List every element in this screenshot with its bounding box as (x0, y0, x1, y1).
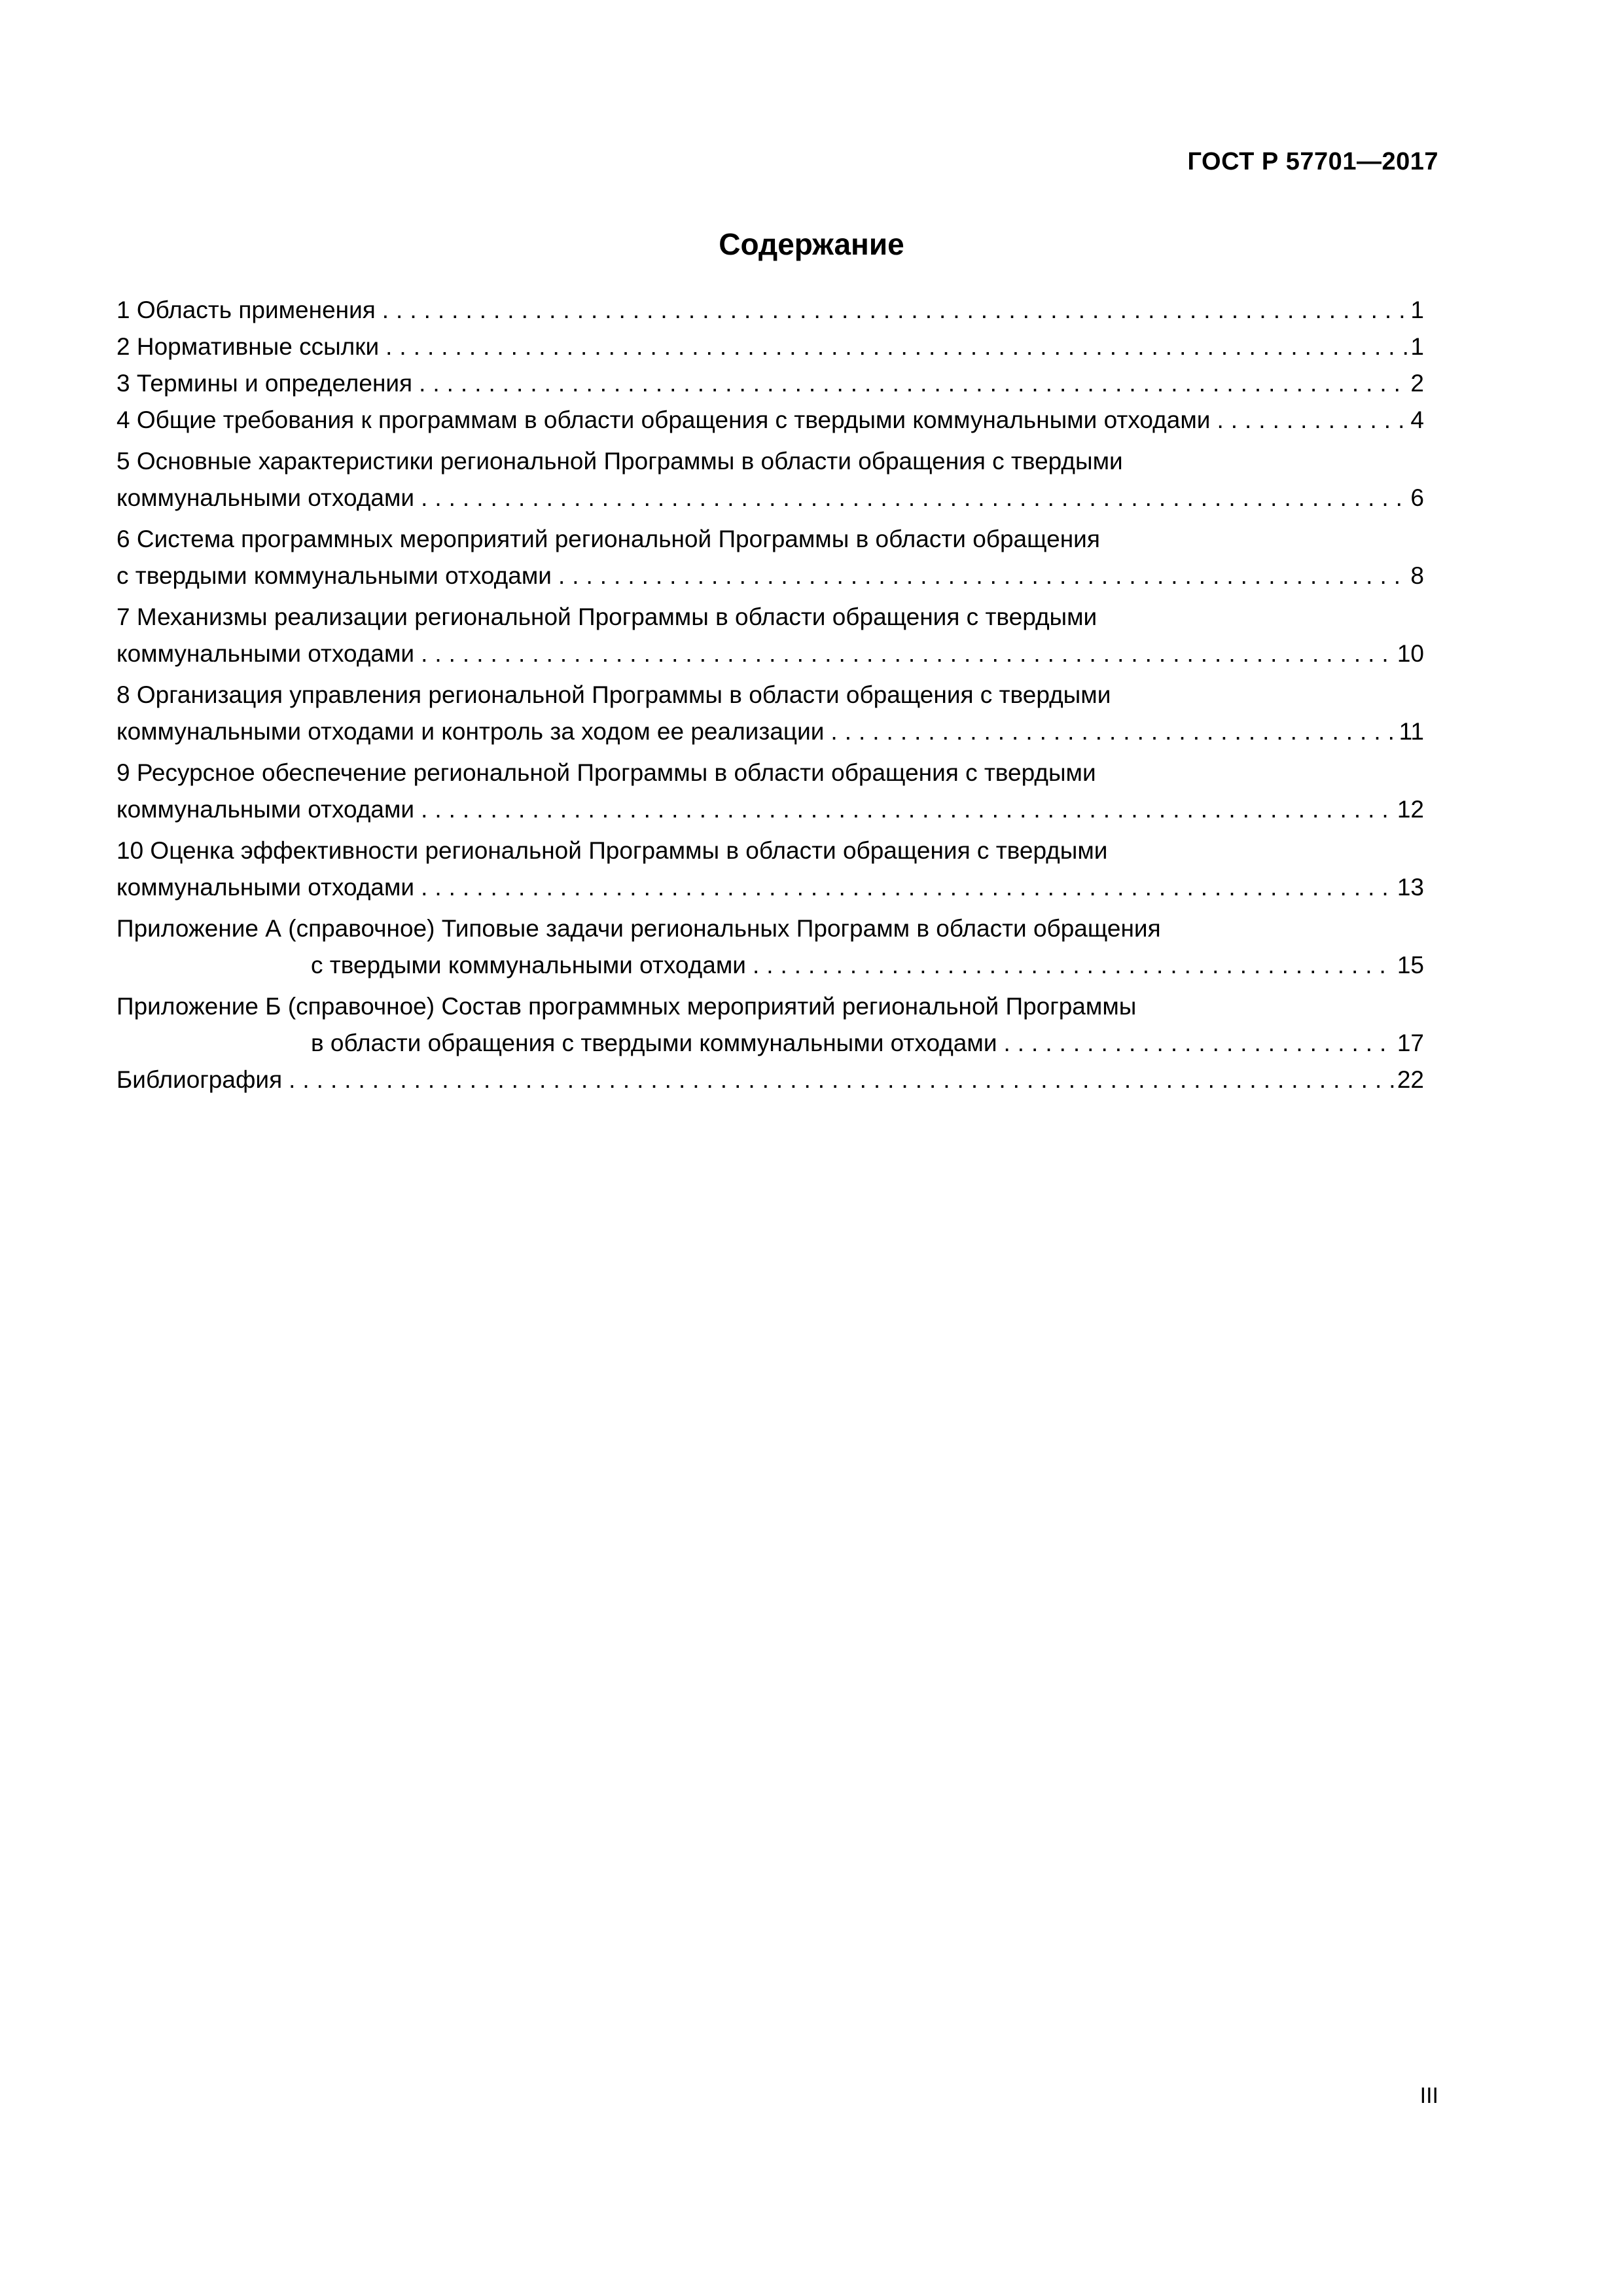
toc-page-number: 2 (1410, 370, 1424, 397)
toc-page-number: 1 (1410, 333, 1424, 360)
toc-entry-title: 2 Нормативные ссылки (116, 333, 380, 360)
toc-entry-2[interactable] (116, 329, 1424, 365)
toc-entry-appendix-b[interactable] (116, 988, 1424, 1062)
dot-leader (753, 947, 1395, 984)
dot-leader (1217, 402, 1408, 439)
toc-entry-bibliography[interactable] (116, 1062, 1424, 1098)
dot-leader (421, 636, 1395, 672)
toc-page-number: 15 (1397, 952, 1424, 978)
toc-page-number: 1 (1410, 296, 1424, 323)
toc-entry-title: 9 Ресурсное обеспечение региональной Программы в области обращения с твердыми (116, 759, 1096, 786)
toc-entry-title: Приложение Б (справочное) Состав программных мероприятий региональной Программы (116, 993, 1137, 1020)
toc-page-number: 10 (1397, 640, 1424, 667)
toc-entry-9[interactable] (116, 755, 1424, 828)
dot-leader (421, 869, 1395, 906)
dot-leader (419, 365, 1408, 402)
toc-entry-title: 7 Механизмы реализации региональной Программы в области обращения с твердыми (116, 603, 1097, 630)
toc-entry-title: 3 Термины и определения (116, 370, 413, 397)
toc-page-number: 4 (1410, 406, 1424, 433)
toc-entry-title-continuation: коммунальными отходами (116, 874, 415, 901)
toc-entry-title: Приложение А (справочное) Типовые задачи региональных Программ в области обращения (116, 915, 1161, 942)
toc-entry-5[interactable] (116, 443, 1424, 516)
toc-entry-4[interactable] (116, 402, 1424, 439)
toc-entry-6[interactable] (116, 521, 1424, 594)
dot-leader (289, 1062, 1395, 1098)
dot-leader (421, 791, 1395, 828)
toc-page-number: 13 (1397, 874, 1424, 901)
document-code: ГОСТ Р 57701—2017 (1187, 148, 1438, 175)
toc-entry-title-continuation: в области обращения с твердыми коммунальными отходами (311, 1030, 997, 1056)
toc-page-number: 17 (1397, 1030, 1424, 1056)
toc-page-number: 12 (1397, 796, 1424, 823)
toc-entry-8[interactable] (116, 677, 1424, 750)
toc-entry-title-continuation: с твердыми коммунальными отходами (116, 562, 552, 589)
dot-leader (558, 558, 1408, 594)
dot-leader (1003, 1025, 1394, 1062)
toc-page-number: 6 (1410, 484, 1424, 511)
toc-entry-title: 4 Общие требования к программам в области обращения с твердыми коммунальными отходами (116, 406, 1211, 433)
table-of-contents (116, 292, 1424, 1098)
toc-page-number: 22 (1397, 1066, 1424, 1093)
toc-entry-3[interactable] (116, 365, 1424, 402)
toc-entry-title-continuation: коммунальными отходами (116, 640, 415, 667)
toc-page-number: 8 (1410, 562, 1424, 589)
dot-leader (382, 292, 1408, 329)
toc-entry-title: 1 Область применения (116, 296, 376, 323)
toc-entry-appendix-a[interactable] (116, 910, 1424, 984)
toc-entry-title: Библиография (116, 1066, 283, 1093)
toc-entry-title-continuation: с твердыми коммунальными отходами (311, 952, 746, 978)
toc-entry-1[interactable] (116, 292, 1424, 329)
toc-entry-10[interactable] (116, 833, 1424, 906)
toc-entry-title: 6 Система программных мероприятий региональной Программы в области обращения (116, 526, 1100, 552)
toc-entry-title-continuation: коммунальными отходами (116, 796, 415, 823)
toc-entry-title: 8 Организация управления региональной Программы в области обращения с твердыми (116, 681, 1111, 708)
toc-entry-title-continuation: коммунальными отходами (116, 484, 415, 511)
toc-entry-title: 5 Основные характеристики региональной Программы в области обращения с твердыми (116, 448, 1123, 475)
dot-leader (830, 713, 1396, 750)
page-number: III (1419, 2083, 1438, 2108)
dot-leader (385, 329, 1408, 365)
toc-entry-title-continuation: коммунальными отходами и контроль за ходом ее реализации (116, 718, 825, 745)
dot-leader (421, 480, 1408, 516)
toc-entry-title: 10 Оценка эффективности региональной Программы в области обращения с твердыми (116, 837, 1108, 864)
toc-entry-7[interactable] (116, 599, 1424, 672)
toc-title: Содержание (719, 227, 904, 261)
toc-page-number: 11 (1399, 718, 1424, 745)
